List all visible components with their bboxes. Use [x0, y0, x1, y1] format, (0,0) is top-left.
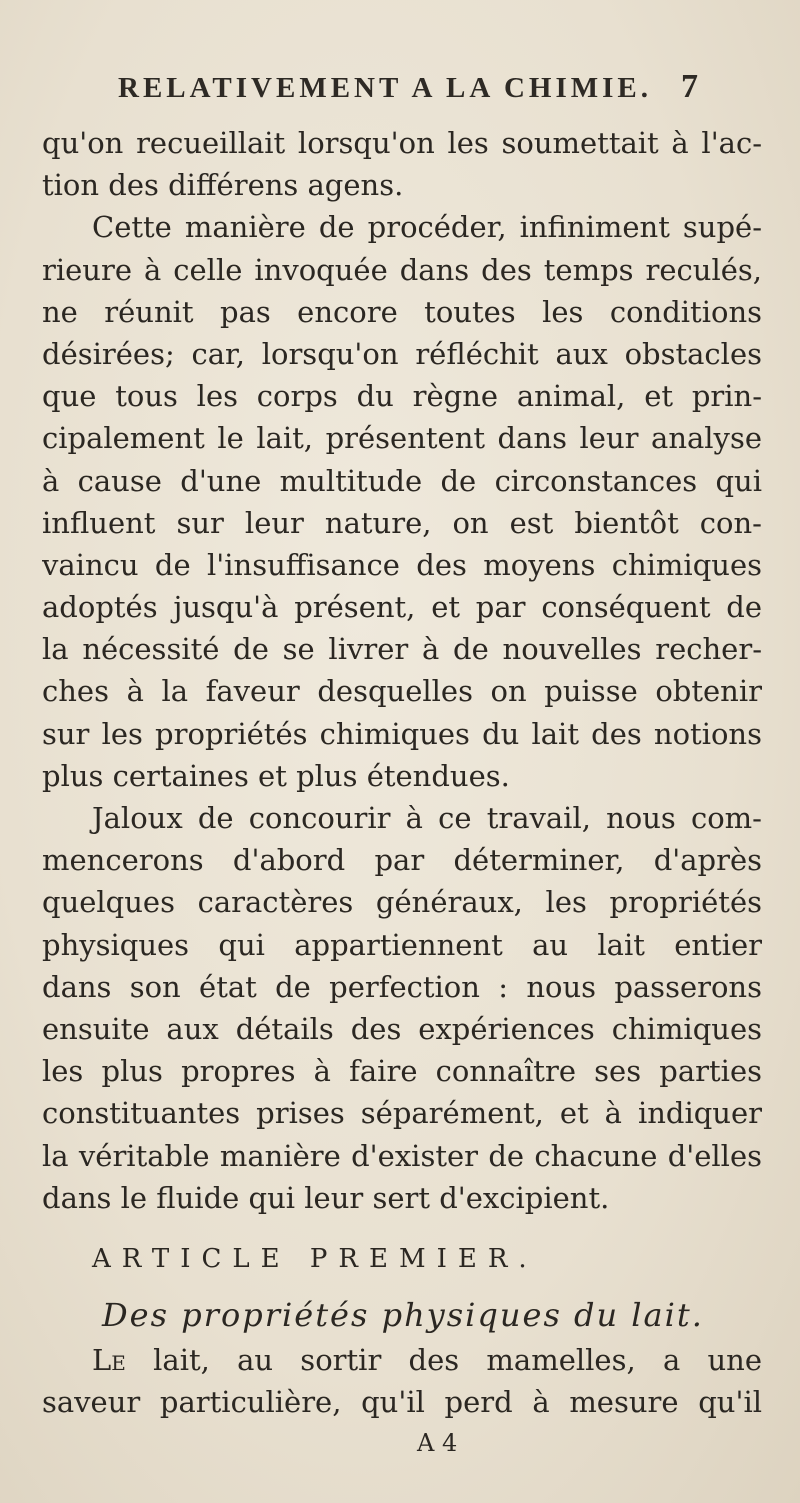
text-line: dans son état de perfection : nous passerons	[42, 969, 762, 1004]
paragraph-1	[42, 122, 762, 206]
text-line: physiques qui appartiennent au lait entier	[42, 927, 762, 962]
text-line: constituantes prises séparément, et à indiquer	[42, 1096, 762, 1131]
signature-mark: A 4	[417, 1429, 458, 1458]
text-line: influent sur leur nature, on est bientôt con-	[42, 505, 762, 540]
text-line: la véritable manière d'exister de chacune d'elles	[42, 1138, 762, 1173]
text-line: mencerons d'abord par déterminer, d'après	[42, 843, 762, 878]
text-line: ne réunit pas encore toutes les conditions	[42, 294, 762, 329]
text-line: à cause d'une multitude de circonstances qui	[42, 463, 762, 498]
text-line: ches à la faveur desquelles on puisse obtenir	[42, 674, 762, 709]
text-line: Jaloux de concourir à ce travail, nous com-	[92, 801, 762, 835]
first-word: Le	[92, 1342, 126, 1377]
paragraph-3	[42, 797, 762, 1219]
section-title: Des propriétés physiques du lait.	[102, 1295, 704, 1334]
article-heading: ARTICLE PREMIER.	[92, 1243, 538, 1274]
text-line: saveur particulière, qu'il perd à mesure qu'il	[42, 1385, 762, 1420]
body-text	[42, 122, 762, 1463]
text-line: désirées; car, lorsqu'on réfléchit aux obstacles	[42, 336, 762, 371]
text-line: quelques caractères généraux, les propriétés	[42, 885, 762, 920]
text-line: adoptés jusqu'à présent, et par conséquent de	[42, 590, 762, 625]
text-line: qu'on recueillait lorsqu'on les soumettait à l'ac-	[42, 126, 762, 160]
page-header	[118, 68, 698, 112]
text-line: vaincu de l'insuffisance des moyens chimiques	[42, 547, 762, 582]
text-line: sur les propriétés chimiques du lait des notions	[42, 716, 762, 751]
page-number: 7	[681, 68, 698, 105]
text-line: ensuite aux détails des expériences chimiques	[42, 1011, 762, 1046]
running-head: RELATIVEMENT A LA CHIMIE.	[118, 72, 653, 104]
text-line: rieure à celle invoquée dans des temps reculés,	[42, 252, 762, 287]
text-line: que tous les corps du règne animal, et prin-	[42, 379, 762, 414]
text-line: la nécessité de se livrer à de nouvelles recher-	[42, 632, 762, 667]
text-line: cipalement le lait, présentent dans leur analyse	[42, 421, 762, 456]
paragraph-4	[42, 1339, 762, 1423]
text-line	[42, 1339, 762, 1381]
text-line: les plus propres à faire connaître ses parties	[42, 1054, 762, 1089]
paragraph-2	[42, 206, 762, 797]
line-rest: lait, au sortir des mamelles, a une	[153, 1342, 762, 1377]
text-line: tion des différens agens.	[42, 168, 404, 203]
text-line: dans le fluide qui leur sert d'excipient.	[42, 1180, 610, 1215]
text-line: plus certaines et plus étendues.	[42, 758, 510, 793]
text-line: Cette manière de procéder, infiniment supé-	[92, 210, 762, 245]
